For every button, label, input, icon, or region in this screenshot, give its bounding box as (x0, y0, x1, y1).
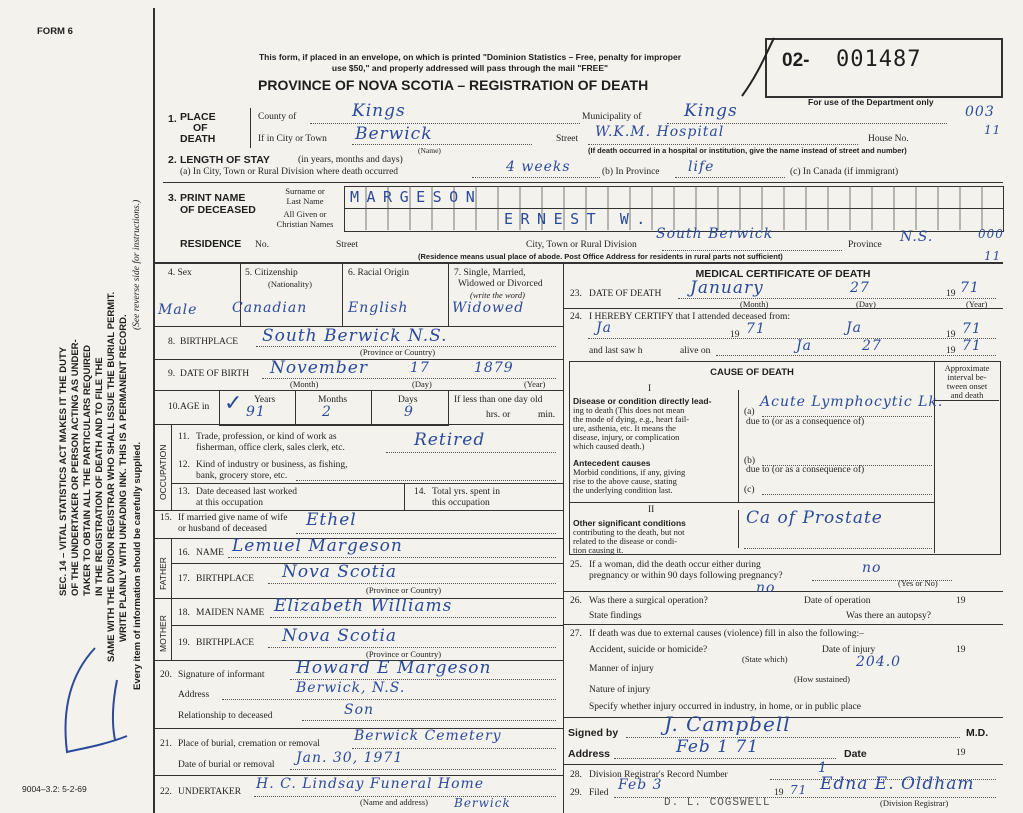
divider-6-7 (448, 262, 449, 326)
cause-b-label: (b) (744, 456, 756, 466)
rule-after-12 (171, 483, 563, 484)
due-to-2: due to (or as a consequence of) (746, 465, 865, 475)
q24-from-rule (588, 338, 996, 339)
racial-label: 6. Racial Origin (348, 268, 409, 278)
birthplace-label: BIRTHPLACE (180, 337, 239, 347)
q29-num: 29. (570, 788, 582, 798)
father-birth-num: 17. (178, 574, 190, 584)
q26-label: Was there a surgical operation? (589, 596, 708, 606)
burial-date: Jan. 30, 1971 (296, 750, 404, 766)
age-div2 (371, 390, 372, 424)
q25-value: no (862, 560, 882, 576)
informant-relation: Son (344, 702, 375, 718)
place-label2: OF (193, 122, 208, 134)
filed-label: Filed (589, 788, 609, 798)
age-num: 10. (168, 402, 180, 412)
md-label: M.D. (966, 727, 989, 739)
stay-province-label: (b) In Province (602, 167, 660, 177)
physician-date-year: 19 (956, 748, 966, 758)
age-days-value: 9 (404, 404, 414, 420)
q27-label: If death was due to external causes (violence) fill in also the following:– (589, 629, 864, 639)
mother-birth-caption: (Province or Country) (366, 649, 442, 659)
q11-value: Retired (414, 430, 486, 450)
place-num: 1. (168, 113, 177, 125)
antecedent-line3: rise to the above cause, stating (573, 476, 677, 486)
antecedent-line2: Morbid conditions, if any, giving (573, 467, 686, 477)
registration-prefix: 02- (782, 50, 810, 71)
injury-date-label: Date of injury (822, 645, 876, 655)
roman-two: II (648, 505, 655, 515)
residence-province-value: N.S. (900, 229, 934, 245)
divider-4-5 (240, 262, 241, 326)
att-from-month: Ja (596, 320, 612, 336)
hospital-note: (If death occurred in a hospital or institution, give the name instead of street and number) (588, 146, 907, 155)
q14-num: 14. (414, 487, 426, 497)
burial-place: Berwick Cemetery (354, 728, 502, 744)
marital-label2: Widowed or Divorced (458, 279, 543, 289)
deceased-num: 3. (168, 192, 177, 204)
q12-rule (296, 480, 556, 481)
undertaker-caption: (Name and address) (360, 797, 428, 807)
q11-label-a: Trade, profession, or kind of work as (196, 432, 337, 442)
surname-label2: Last Name (286, 196, 324, 206)
racial-value: English (348, 300, 409, 316)
q25-label-b: pregnancy or within 90 days following pregnancy? (589, 571, 783, 581)
roman-one: I (648, 384, 652, 394)
informant-address-rule (222, 699, 556, 700)
approx-header-rule (934, 400, 999, 401)
dob-month: November (270, 358, 368, 378)
autopsy-label: Was there an autopsy? (846, 611, 931, 621)
registrar-stamp: D. L. COGSWELL (664, 797, 771, 809)
street-label: Street (556, 134, 579, 144)
stay-label: LENGTH OF STAY (180, 154, 270, 166)
filed-date: Feb 3 (618, 777, 663, 793)
residence-street-label: Street (336, 240, 359, 250)
dob-year-caption: (Year) (524, 379, 546, 389)
father-name-rule (228, 557, 556, 558)
stay-local-label: (a) In City, Town or Rural Division where death occurred (180, 167, 399, 177)
age-check-icon: ✓ (224, 390, 243, 415)
spouse-rule (296, 533, 556, 534)
other-line3: related to the disease or condi- (573, 536, 678, 546)
place-label1: PLACE (180, 111, 216, 123)
rule-after-26 (563, 624, 1003, 625)
print-code: 9004–3.2: 5-2-69 (22, 784, 87, 794)
sex-value: Male (158, 302, 198, 318)
due-to-1: due to (or as a consequence of) (746, 417, 865, 427)
antecedent-line1: Antecedent causes (573, 458, 651, 468)
given-value: ERNEST W. (504, 210, 653, 228)
birthplace-caption: (Province or Country) (360, 347, 436, 357)
direct-line2: ing to death (This does not mean (573, 405, 685, 415)
q12-label-b: bank, grocery store, etc. (196, 471, 288, 481)
physician-address: Feb 1 71 (676, 737, 760, 757)
dob-day-caption: (Day) (412, 379, 432, 389)
citizenship-sub: (Nationality) (268, 279, 312, 289)
mother-side-label: MOTHER (158, 615, 168, 652)
center-divider (563, 262, 564, 813)
marital-label1: 7. Single, Married, (454, 268, 526, 278)
informant-sig-label: Signature of informant (178, 670, 265, 680)
street-rule (588, 144, 858, 145)
direct-line1: Disease or condition directly lead- (573, 396, 712, 406)
burial-place-rule (352, 748, 556, 749)
rule-after-25 (563, 591, 1003, 592)
rule-after-10 (153, 424, 563, 425)
state-which-label: (State which) (742, 654, 788, 664)
physician-address-rule (614, 758, 836, 759)
q27-num: 27. (570, 629, 582, 639)
q14-label-a: Total yrs. spent in (432, 487, 500, 497)
age-months-label: Months (318, 395, 348, 405)
approx-line1: Approximate (944, 363, 990, 373)
informant-num: 20. (160, 670, 172, 680)
stay-local-rule (472, 177, 600, 178)
father-birth-rule (268, 583, 556, 584)
q25-yesno: (Yes or No) (898, 578, 938, 588)
other-line1: Other significant conditions (573, 518, 686, 528)
father-name-label: NAME (196, 548, 224, 558)
att-from-year: 71 (746, 321, 766, 337)
burial-date-rule (290, 769, 556, 770)
cause-title: CAUSE OF DEATH (710, 367, 794, 378)
residence-code: 000 (978, 227, 1004, 241)
given-label1: All Given or (283, 209, 327, 219)
residence-city-rule (662, 250, 842, 251)
mother-birth-label: BIRTHPLACE (196, 638, 255, 648)
q14-label-b: this occupation (432, 498, 490, 508)
birthplace-num: 8. (168, 337, 176, 347)
filed-year: 71 (790, 783, 808, 797)
injury-year: 19 (956, 645, 966, 655)
other-line2: contributing to the death, but not (573, 527, 685, 537)
mother-birth-value: Nova Scotia (282, 626, 398, 646)
side-text-line6: WRITE PLAINLY WITH UNFADING INK. THIS IS A PERMANENT RECORD. (118, 314, 129, 642)
side-text-line7: Every item of information should be carefully supplied. (132, 441, 143, 690)
physician-date-label: Date (844, 748, 867, 760)
stay-num: 2. (168, 154, 177, 166)
stay-canada-label: (c) In Canada (if immigrant) (790, 167, 899, 177)
residence-code-2: 11 (984, 249, 1002, 263)
signed-label: Signed by (568, 727, 619, 739)
residence-city-value: South Berwick (656, 226, 774, 242)
q12-label-a: Kind of industry or business, as fishing, (196, 460, 348, 470)
mother-birth-rule (268, 647, 556, 648)
lessday-label3: min. (538, 410, 556, 420)
side-text-line4: IN THE REGISTRATION OF DEATH AND TO FILE THE (94, 357, 105, 596)
q11-rule (386, 452, 556, 453)
municipality-label: Municipality of (582, 112, 642, 122)
city-caption: (Name) (418, 146, 441, 155)
age-days-label: Days (398, 395, 418, 405)
state-findings-label: State findings (589, 611, 642, 621)
cause-c-rule (762, 494, 932, 495)
informant-address-label: Address (178, 690, 210, 700)
att-to-month: Ja (846, 320, 862, 336)
informant-address: Berwick, N.S. (296, 680, 406, 696)
dept-use: For use of the Department only (808, 97, 934, 107)
mother-name-rule (270, 617, 556, 618)
approx-line4: and death (950, 390, 984, 400)
q23-label: DATE OF DEATH (589, 289, 662, 299)
birthplace-value: South Berwick N.S. (262, 326, 448, 346)
left-margin-rule (153, 8, 155, 813)
occupation-side-label: OCCUPATION (158, 444, 168, 500)
q24-num: 24. (570, 312, 582, 322)
undertaker-num: 22. (160, 787, 172, 797)
father-birth-caption: (Province or Country) (366, 585, 442, 595)
nature-label: Nature of injury (589, 685, 651, 695)
occupation-side-rule (171, 424, 172, 510)
spouse-label1: If married give name of wife (178, 513, 288, 523)
surname-label1: Surname or (285, 186, 325, 196)
q26-value: no (756, 580, 776, 596)
age-div1 (295, 390, 296, 424)
cause-bracket (738, 390, 739, 502)
burial-num: 21. (160, 739, 172, 749)
cause-a-value: Acute Lymphocytic Lk. (760, 394, 944, 410)
approx-line3: tween onset (946, 381, 988, 391)
spouse-num: 15. (160, 513, 172, 523)
accident-label: Accident, suicide or homicide? (589, 645, 708, 655)
last-seen-year-prefix: 19 (946, 346, 956, 356)
side-text-line5: SAME WITH THE DIVISION REGISTRAR WHO SHALL ISSUE THE BURIAL PERMIT. (106, 291, 117, 662)
q25-num: 25. (570, 560, 582, 570)
other-bracket (738, 510, 739, 548)
age-years-label: Years (254, 395, 276, 405)
city-label: If in City or Town (258, 134, 327, 144)
mother-name-label: MAIDEN NAME (196, 608, 265, 618)
informant-relation-rule (302, 720, 556, 721)
father-birth-value: Nova Scotia (282, 562, 398, 582)
death-day: 27 (850, 280, 870, 296)
lessday-label2: hrs. or (486, 410, 511, 420)
op-date-label: Date of operation (804, 596, 871, 606)
county-label: County of (258, 112, 297, 122)
death-month: January (690, 278, 764, 298)
q28-num: 28. (570, 770, 582, 780)
other-cause-value: Ca of Prostate (746, 508, 883, 528)
divider-5-6 (342, 262, 343, 326)
other-line4: tion causing it. (573, 545, 624, 555)
dob-month-caption: (Month) (290, 379, 319, 389)
side-text-line3: TAKER TO OBTAIN ALL THE PARTICULARS REQUIRED (82, 344, 93, 596)
form-title: PROVINCE OF NOVA SCOTIA – REGISTRATION OF DEATH (258, 77, 649, 93)
father-birth-label: BIRTHPLACE (196, 574, 255, 584)
record-number: 1 (818, 760, 828, 776)
last-seen-month: Ja (796, 338, 812, 354)
medical-title: MEDICAL CERTIFICATE OF DEATH (695, 268, 871, 280)
q11-label-b: fisherman, office clerk, sales clerk, etc. (196, 443, 345, 453)
rule-after-residence (153, 262, 1003, 264)
registration-bracket (740, 34, 780, 98)
burial-place-label: Place of burial, cremation or removal (178, 739, 320, 749)
stay-label-sub: (in years, months and days) (298, 155, 403, 165)
spouse-label2: or husband of deceased (178, 524, 267, 534)
att-to-year: 71 (962, 321, 982, 337)
spouse-value: Ethel (306, 510, 357, 530)
residence-city-label: City, Town or Rural Division (526, 240, 637, 250)
antecedent-line4: the underlying condition last. (573, 485, 673, 495)
att-to-year-prefix: 19 (946, 330, 956, 340)
manner-label: Manner of injury (589, 664, 654, 674)
q25-label-a: If a woman, did the death occur either during (589, 560, 761, 570)
direct-line4: ure, asthenia, etc. It means the (573, 423, 676, 433)
age-years-value: 91 (246, 404, 266, 420)
father-side-rule (171, 538, 172, 598)
side-text-line8: (See reverse side for instructions.) (132, 199, 142, 330)
mother-name-value: Elizabeth Williams (274, 596, 453, 616)
municipality-value: Kings (684, 101, 738, 121)
registrar-signature: Edna E. Oldham (820, 774, 975, 794)
direct-line6: which caused death.) (573, 441, 645, 451)
age-months-value: 2 (322, 404, 332, 420)
q13-q14-divider (404, 483, 405, 510)
direct-line5: disease, injury, or complication (573, 432, 680, 442)
q24-label: I HEREBY CERTIFY that I attended deceased from: (589, 312, 791, 322)
city-value: Berwick (355, 124, 433, 144)
burial-date-label: Date of burial or removal (178, 760, 275, 770)
registration-number: 001487 (836, 47, 922, 72)
approx-line2: interval be- (947, 372, 987, 382)
stay-province-value: life (688, 159, 715, 175)
undertaker-address: Berwick (454, 796, 511, 810)
death-year-prefix: 19 (946, 289, 956, 299)
death-month-caption: (Month) (740, 299, 769, 309)
death-year-caption: (Year) (966, 299, 988, 309)
stay-local-value: 4 weeks (506, 159, 571, 175)
given-label2: Christian Names (276, 219, 334, 229)
last-seen-day: 27 (862, 338, 882, 354)
sex-label: 4. Sex (168, 268, 192, 278)
cause-c-label: (c) (744, 485, 755, 495)
specify-label: Specify whether injury occurred in industry, in home, or in public place (589, 702, 861, 712)
city-rule (352, 144, 532, 145)
deceased-label1: PRINT NAME (180, 192, 246, 204)
marital-value: Widowed (452, 300, 525, 316)
stay-province-rule (675, 177, 785, 178)
residence-label: RESIDENCE (180, 238, 242, 250)
place-label3: DEATH (180, 133, 216, 145)
physician-address-label: Address (568, 748, 611, 760)
street-value: W.K.M. Hospital (595, 124, 725, 140)
citizenship-value: Canadian (232, 300, 308, 316)
how-sustained-label: (How sustained) (794, 674, 850, 684)
q28-label: Division Registrar's Record Number (589, 770, 728, 780)
death-year: 71 (960, 280, 980, 296)
q26-num: 26. (570, 596, 582, 606)
father-name-value: Lemuel Margeson (232, 536, 403, 556)
q23-num: 23. (570, 289, 582, 299)
margin-pen-mark (55, 640, 135, 760)
residence-province-label: Province (848, 240, 882, 250)
dept-code-2: 11 (984, 123, 1002, 137)
op-year: 19 (956, 596, 966, 606)
mother-side-rule (171, 598, 172, 660)
undertaker-name: H. C. Lindsay Funeral Home (256, 776, 485, 792)
mother-name-num: 18. (178, 608, 190, 618)
rule-after-14 (153, 510, 563, 511)
informant-signature: Howard E Margeson (296, 658, 492, 678)
county-value: Kings (352, 101, 406, 121)
undertaker-label: UNDERTAKER (178, 787, 242, 797)
code-204: 204.0 (856, 654, 902, 670)
father-side-label: FATHER (158, 557, 168, 590)
att-from-year-prefix: 19 (730, 330, 740, 340)
marital-label3: (write the word) (470, 290, 525, 300)
last-seen-year: 71 (962, 338, 982, 354)
side-text-line1: SEC. 14 – VITAL STATISTICS ACT MAKES IT THE DUTY (58, 346, 69, 596)
rule-before-other (569, 502, 934, 503)
informant-relation-label: Relationship to deceased (178, 711, 273, 721)
deceased-label2: OF DECEASED (180, 204, 256, 216)
dob-num: 9. (168, 369, 176, 379)
registrar-caption: (Division Registrar) (880, 798, 949, 808)
dob-year: 1879 (474, 360, 514, 376)
filed-year-prefix: 19 (774, 788, 784, 798)
q13-label-a: Date deceased last worked (196, 487, 298, 497)
rule-after-stay (163, 182, 1003, 183)
q13-label-b: at this occupation (196, 498, 264, 508)
direct-line3: the mode of dying, e.g., heart fail- (573, 414, 690, 424)
signed-signature: J. Campbell (664, 712, 791, 736)
residence-note: (Residence means usual place of abode. Post Office Address for residents in rural parts not sufficient) (418, 252, 783, 261)
form-number: FORM 6 (37, 26, 73, 37)
cause-a-label: (a) (744, 407, 755, 417)
county-rule (310, 123, 580, 124)
q12-num: 12. (178, 460, 190, 470)
alive-label: alive on (680, 346, 711, 356)
side-text-line2: OF THE UNDERTAKER OR PERSON ACTING AS UNDER- (70, 339, 81, 596)
father-name-num: 16. (178, 548, 190, 558)
surname-value: MARGESON (350, 188, 483, 206)
last-seen-label: and last saw h (589, 346, 643, 356)
intro-line2: use $50," and properly addressed will pass through the mail "FREE" (331, 63, 609, 73)
residence-no-label: No. (255, 240, 269, 250)
rule-after-signed (563, 764, 1003, 765)
lessday-label1: If less than one day old (454, 395, 543, 405)
dept-code-1: 003 (965, 104, 995, 120)
q11-num: 11. (178, 432, 190, 442)
age-label: AGE in (180, 402, 210, 412)
dob-label: DATE OF BIRTH (180, 369, 250, 379)
death-day-caption: (Day) (856, 299, 876, 309)
intro-line1: This form, if placed in an envelope, on which is printed "Dominion Statistics – Free, penalty for improper (258, 52, 682, 62)
dob-day: 17 (410, 360, 430, 376)
q13-num: 13. (178, 487, 190, 497)
rule-after-23 (563, 308, 1003, 309)
other-cause-rule (744, 548, 932, 549)
house-label: House No. (868, 134, 909, 144)
place-bracket (250, 108, 251, 148)
mother-birth-num: 19. (178, 638, 190, 648)
citizenship-label: 5. Citizenship (245, 268, 298, 278)
